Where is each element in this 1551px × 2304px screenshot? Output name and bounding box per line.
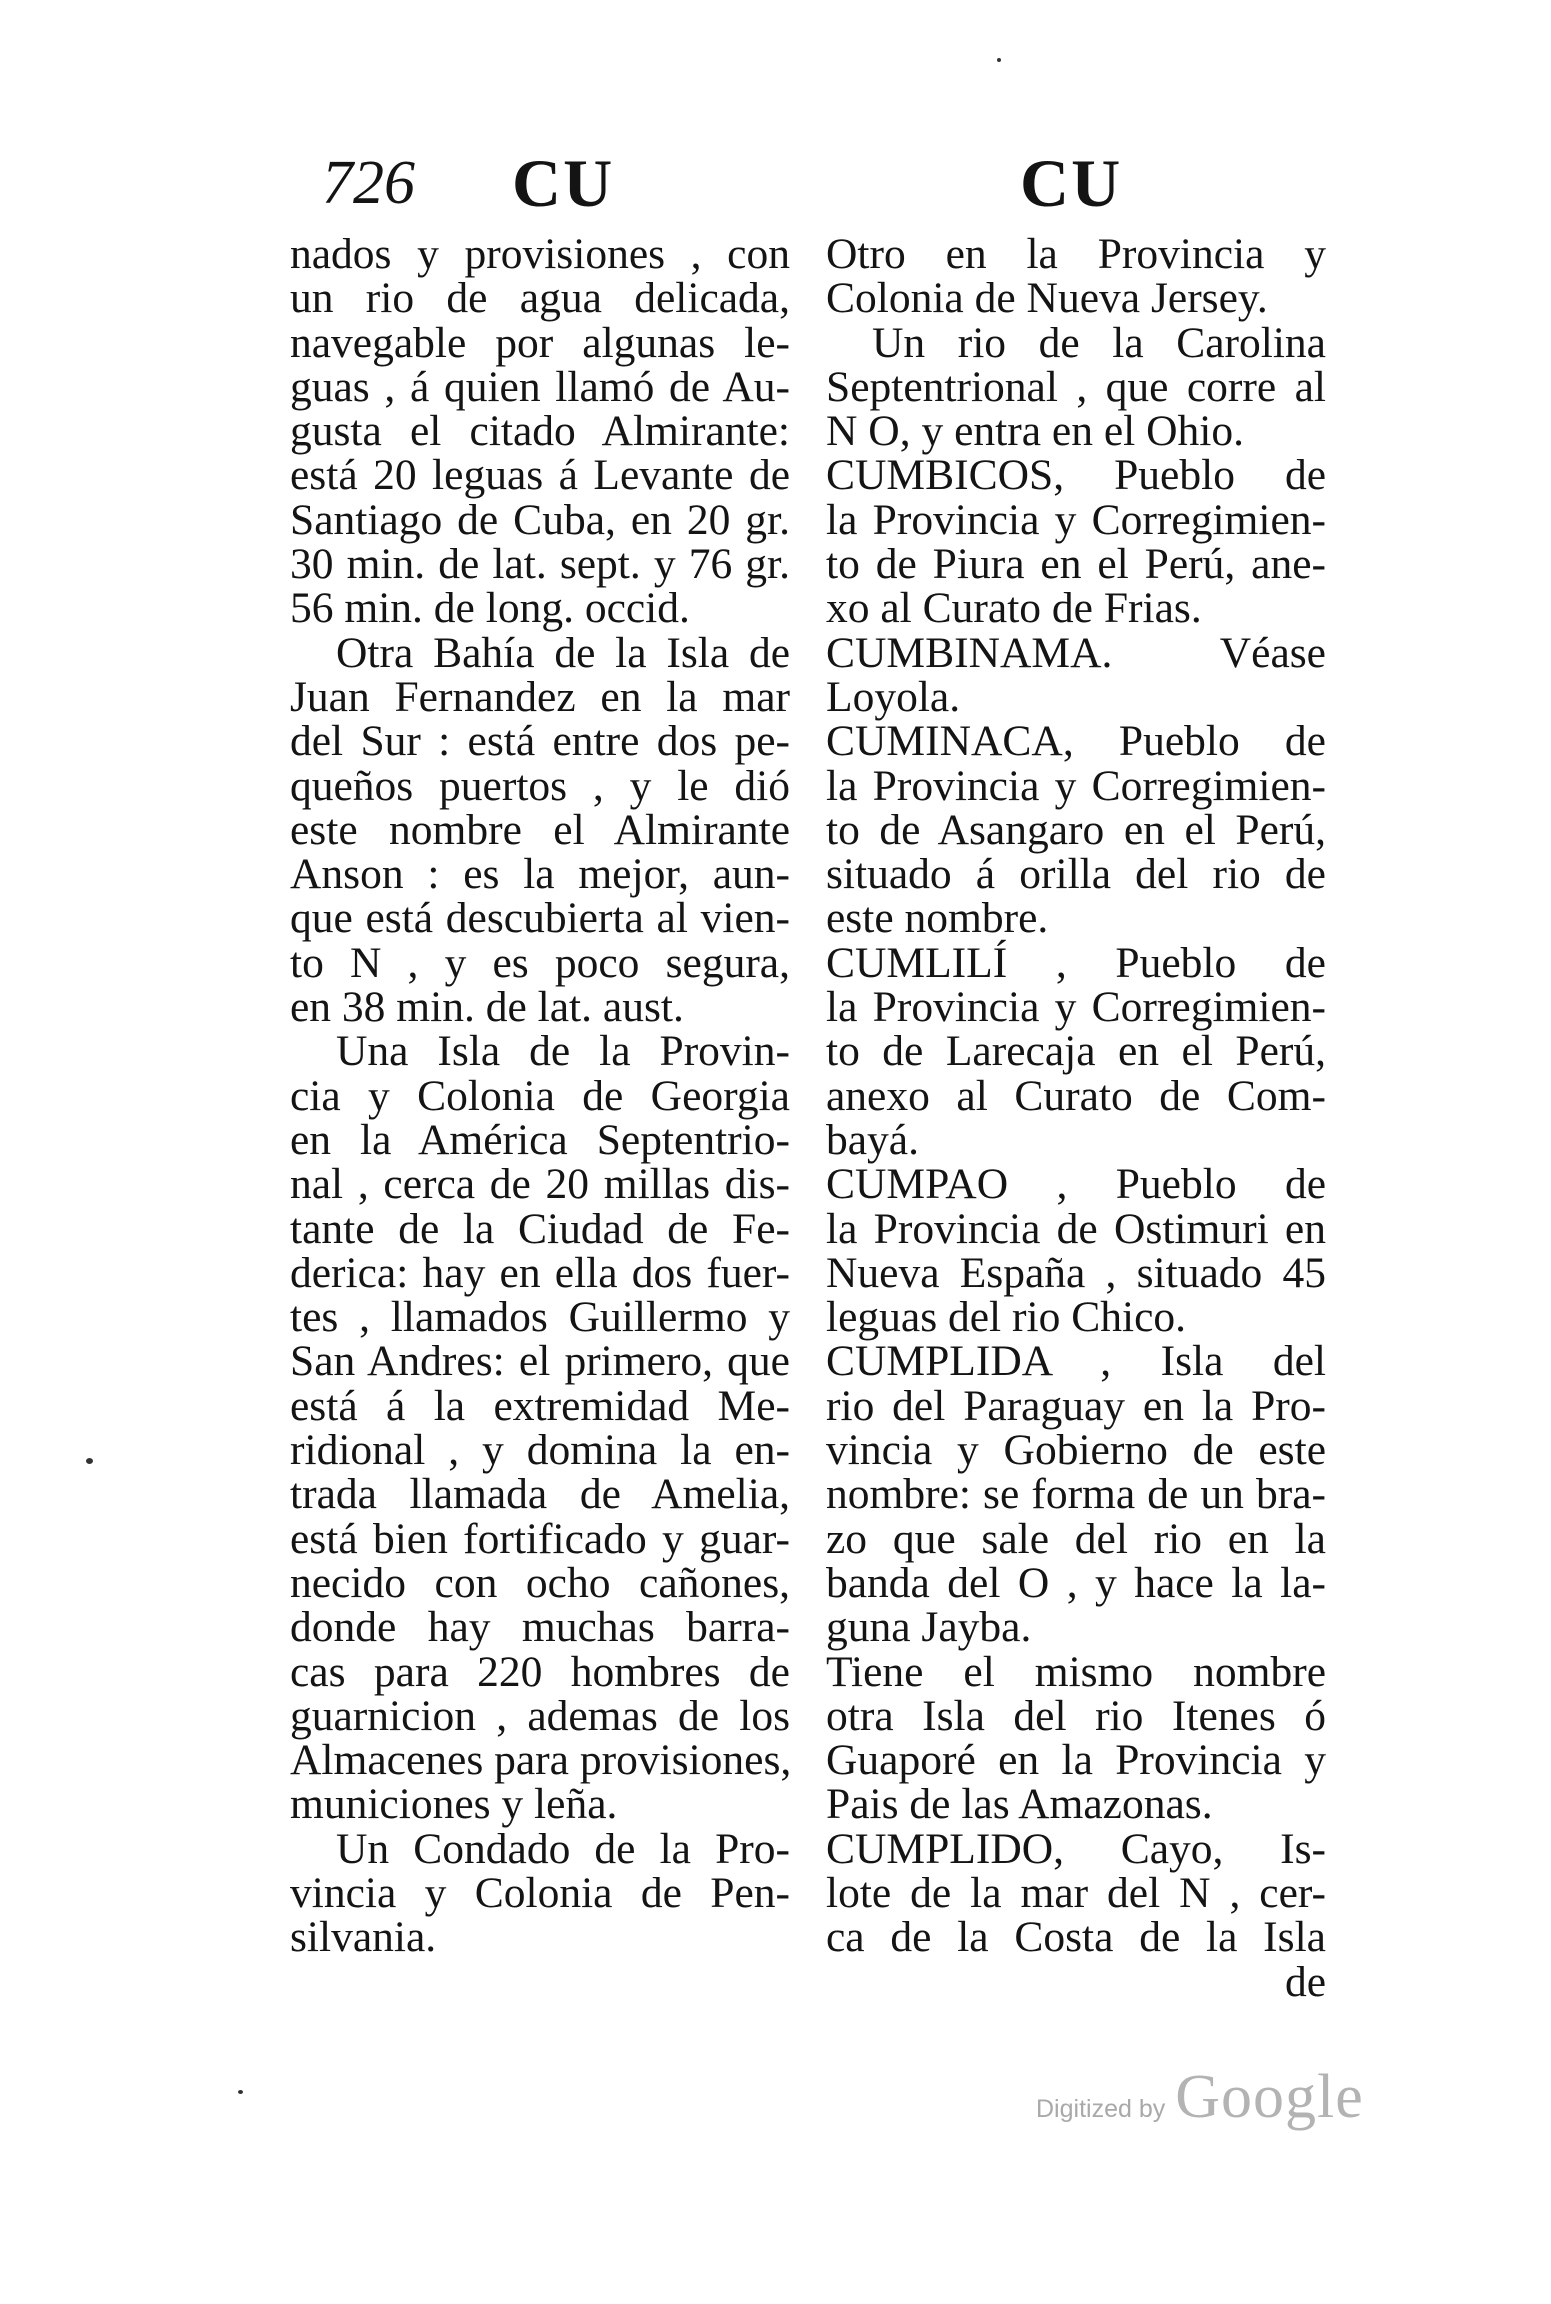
text-line: ca de la Costa de la Isla — [826, 1913, 1326, 1962]
text-line: donde hay muchas barra- — [290, 1603, 790, 1652]
text-line: San Andres: el primero, que — [290, 1337, 790, 1386]
ink-speck — [238, 2090, 243, 2094]
text-line: está á la extremidad Me- — [290, 1381, 790, 1430]
text-line: derica: hay en ella dos fuer- — [290, 1248, 790, 1297]
text-line: Santiago de Cuba, en 20 gr. — [290, 495, 790, 544]
left-column — [290, 232, 790, 1960]
digitized-by-text: Digitized by — [1036, 2095, 1166, 2123]
text-line: banda del O , y hace la la- — [826, 1558, 1326, 1607]
text-line: Un rio de la Carolina — [872, 318, 1326, 367]
text-line: está 20 leguas á Levante de — [290, 451, 790, 500]
text-line: CUMPLIDO, Cayo, Is- — [826, 1824, 1326, 1873]
ink-speck — [86, 1458, 93, 1464]
text-line: Una Isla de la Provin- — [336, 1027, 790, 1076]
text-line: un rio de agua delicada, — [290, 274, 790, 323]
text-line: cia y Colonia de Georgia — [290, 1071, 790, 1120]
text-line: este nombre el Almirante — [290, 805, 790, 854]
text-line: este nombre. — [826, 894, 1049, 943]
right-column — [826, 232, 1326, 2004]
text-line: Anson : es la mejor, aun- — [290, 850, 790, 899]
text-line: la Provincia y Corregimien- — [826, 495, 1326, 544]
text-line: ridional , y domina la en- — [290, 1426, 790, 1475]
text-line: en la América Septentrio- — [290, 1115, 790, 1164]
text-line: rio del Paraguay en la Pro- — [826, 1381, 1326, 1430]
text-line: bayá. — [826, 1115, 919, 1164]
text-line: CUMBICOS, Pueblo de — [826, 451, 1326, 500]
text-line: Otra Bahía de la Isla de — [336, 628, 790, 677]
text-line: vincia y Colonia de Pen- — [290, 1868, 790, 1917]
text-line: gusta el citado Almirante: — [290, 407, 790, 456]
text-line: necido con ocho cañones, — [290, 1558, 790, 1607]
text-line: que está descubierta al vien- — [290, 894, 790, 943]
text-line: la Provincia y Corregimien- — [826, 761, 1326, 810]
text-line: tes , llamados Guillermo y — [290, 1293, 790, 1342]
text-line: guna Jayba. — [826, 1603, 1032, 1652]
text-line: 30 min. de lat. sept. y 76 gr. — [290, 540, 790, 589]
text-line: nal , cerca de 20 millas dis- — [290, 1160, 790, 1209]
text-line: trada llamada de Amelia, — [290, 1470, 790, 1519]
text-line: nombre: se forma de un bra- — [826, 1470, 1326, 1519]
text-line: lote de la mar del N , cer- — [826, 1868, 1326, 1917]
text-line: CUMLILÍ , Pueblo de — [826, 938, 1326, 987]
text-line: Almacenes para provisiones, — [290, 1736, 792, 1785]
text-line: leguas del rio Chico. — [826, 1293, 1187, 1342]
text-line: 56 min. de long. occid. — [290, 584, 690, 633]
text-line: en 38 min. de lat. aust. — [290, 983, 684, 1032]
text-line: la Provincia de Ostimuri en — [826, 1204, 1326, 1253]
text-line: Juan Fernandez en la mar — [290, 672, 790, 721]
text-line: está bien fortificado y guar- — [290, 1514, 790, 1563]
text-line: CUMBINAMA. Véase — [826, 628, 1326, 677]
text-line: municiones y leña. — [290, 1780, 618, 1829]
text-line: Guaporé en la Provincia y — [826, 1736, 1326, 1785]
text-line: Otro en la Provincia y — [826, 230, 1326, 278]
digitized-watermark — [1036, 2062, 1364, 2133]
text-line: la Provincia y Corregimien- — [826, 983, 1326, 1032]
text-line: de — [1284, 1957, 1326, 2006]
text-line: to de Asangaro en el Perú, — [826, 805, 1326, 854]
text-line: del Sur : está entre dos pe- — [290, 717, 790, 766]
text-line: guarnicion , ademas de los — [290, 1691, 790, 1740]
text-line: Nueva España , situado 45 — [826, 1248, 1326, 1297]
text-line: to N , y es poco segura, — [290, 938, 790, 987]
text-line: Un Condado de la Pro- — [336, 1824, 790, 1873]
text-line: otra Isla del rio Itenes ó — [826, 1691, 1326, 1740]
text-line: Tiene el mismo nombre — [826, 1647, 1326, 1696]
text-line: zo que sale del rio en la — [826, 1514, 1326, 1563]
text-line: nados y provisiones , con — [290, 230, 790, 278]
text-line: navegable por algunas le- — [290, 318, 790, 367]
text-line: CUMPLIDA , Isla del — [826, 1337, 1326, 1386]
google-logo: Google — [1175, 2063, 1364, 2131]
text-line: N O, y entra en el Ohio. — [826, 407, 1244, 456]
text-line: Loyola. — [826, 672, 961, 721]
text-line: CUMINACA, Pueblo de — [826, 717, 1326, 766]
page-number: 726 — [322, 149, 415, 217]
text-line: anexo al Curato de Com- — [826, 1071, 1326, 1120]
ink-speck — [997, 58, 1001, 62]
running-head-left: CU — [512, 145, 615, 221]
text-line: xo al Curato de Frias. — [826, 584, 1202, 633]
text-line: queños puertos , y le dió — [290, 761, 790, 810]
running-head-right: CU — [1020, 145, 1123, 221]
text-line: Pais de las Amazonas. — [826, 1780, 1213, 1829]
text-line: guas , á quien llamó de Au- — [290, 362, 790, 411]
text-line: cas para 220 hombres de — [290, 1647, 790, 1696]
text-line: silvania. — [290, 1913, 437, 1962]
text-line: tante de la Ciudad de Fe- — [290, 1204, 790, 1253]
text-line: Septentrional , que corre al — [826, 362, 1326, 411]
text-line: Colonia de Nueva Jersey. — [826, 274, 1268, 323]
text-line: situado á orilla del rio de — [826, 850, 1326, 899]
text-line: vincia y Gobierno de este — [826, 1426, 1326, 1475]
text-line: to de Larecaja en el Perú, — [826, 1027, 1326, 1076]
text-line: CUMPAO , Pueblo de — [826, 1160, 1326, 1209]
text-line: to de Piura en el Perú, ane- — [826, 540, 1326, 589]
